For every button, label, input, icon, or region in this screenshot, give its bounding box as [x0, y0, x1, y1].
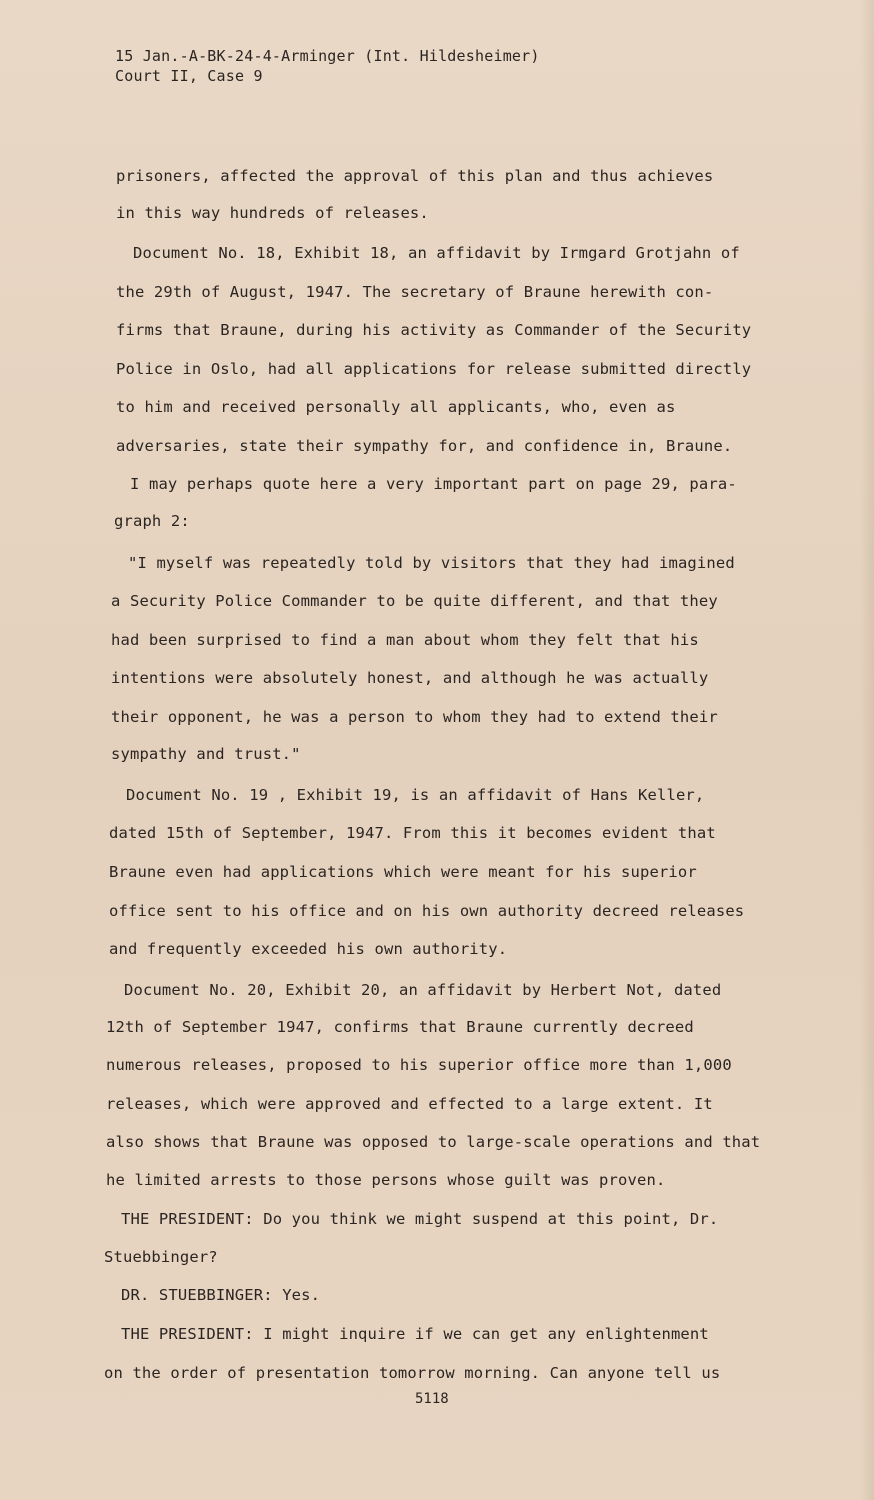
body-line: firms that Braune, during his activity as Commander of the Security: [116, 321, 752, 339]
speaker-line: THE PRESIDENT: Do you think we might suspend at this point, Dr.: [121, 1210, 719, 1228]
body-line: 12th of September 1947, confirms that Braune currently decreed: [106, 1018, 694, 1036]
body-line: the 29th of August, 1947. The secretary of Braune herewith con-: [116, 283, 714, 301]
body-line: graph 2:: [114, 512, 190, 530]
body-line: releases, which were approved and effected to a large extent. It: [106, 1095, 713, 1113]
header-line-2: Court II, Case 9: [115, 67, 263, 85]
page-number: 5118: [415, 1391, 449, 1407]
body-line: Braune even had applications which were meant for his superior: [109, 863, 697, 881]
quote-line: a Security Police Commander to be quite different, and that they: [111, 592, 718, 610]
body-line: prisoners, affected the approval of this plan and thus achieves: [116, 167, 714, 185]
quote-line: their opponent, he was a person to whom they had to extend their: [111, 708, 718, 726]
document-header: [115, 46, 540, 86]
body-line: dated 15th of September, 1947. From this it becomes evident that: [109, 824, 716, 842]
body-line: Police in Oslo, had all applications for release submitted directly: [116, 360, 752, 378]
body-line: I may perhaps quote here a very important part on page 29, para-: [130, 475, 737, 493]
speaker-line: Stuebbinger?: [104, 1248, 218, 1266]
quote-line: had been surprised to find a man about whom they felt that his: [111, 631, 699, 649]
header-line-1: 15 Jan.-A-BK-24-4-Arminger (Int. Hildesheimer): [115, 47, 540, 65]
body-line: and frequently exceeded his own authority.: [109, 940, 508, 958]
page-edge-shadow: [860, 0, 874, 1500]
body-line: numerous releases, proposed to his superior office more than 1,000: [106, 1056, 732, 1074]
body-line: in this way hundreds of releases.: [116, 204, 429, 222]
speaker-line: on the order of presentation tomorrow morning. Can anyone tell us: [104, 1364, 721, 1382]
body-line: he limited arrests to those persons whose guilt was proven.: [106, 1171, 666, 1189]
body-line: adversaries, state their sympathy for, and confidence in, Braune.: [116, 437, 733, 455]
body-line: Document No. 20, Exhibit 20, an affidavit by Herbert Not, dated: [124, 981, 722, 999]
body-line: Document No. 18, Exhibit 18, an affidavit by Irmgard Grotjahn of: [133, 244, 740, 262]
body-line: Document No. 19 , Exhibit 19, is an affidavit of Hans Keller,: [126, 786, 705, 804]
body-line: office sent to his office and on his own authority decreed releases: [109, 902, 745, 920]
speaker-line: DR. STUEBBINGER: Yes.: [121, 1286, 321, 1304]
body-line: to him and received personally all applicants, who, even as: [116, 398, 676, 416]
body-line: also shows that Braune was opposed to large-scale operations and that: [106, 1133, 761, 1151]
quote-line: "I myself was repeatedly told by visitors that they had imagined: [128, 554, 735, 572]
quote-line: sympathy and trust.": [111, 745, 301, 763]
quote-line: intentions were absolutely honest, and although he was actually: [111, 669, 709, 687]
speaker-line: THE PRESIDENT: I might inquire if we can get any enlightenment: [121, 1325, 709, 1343]
